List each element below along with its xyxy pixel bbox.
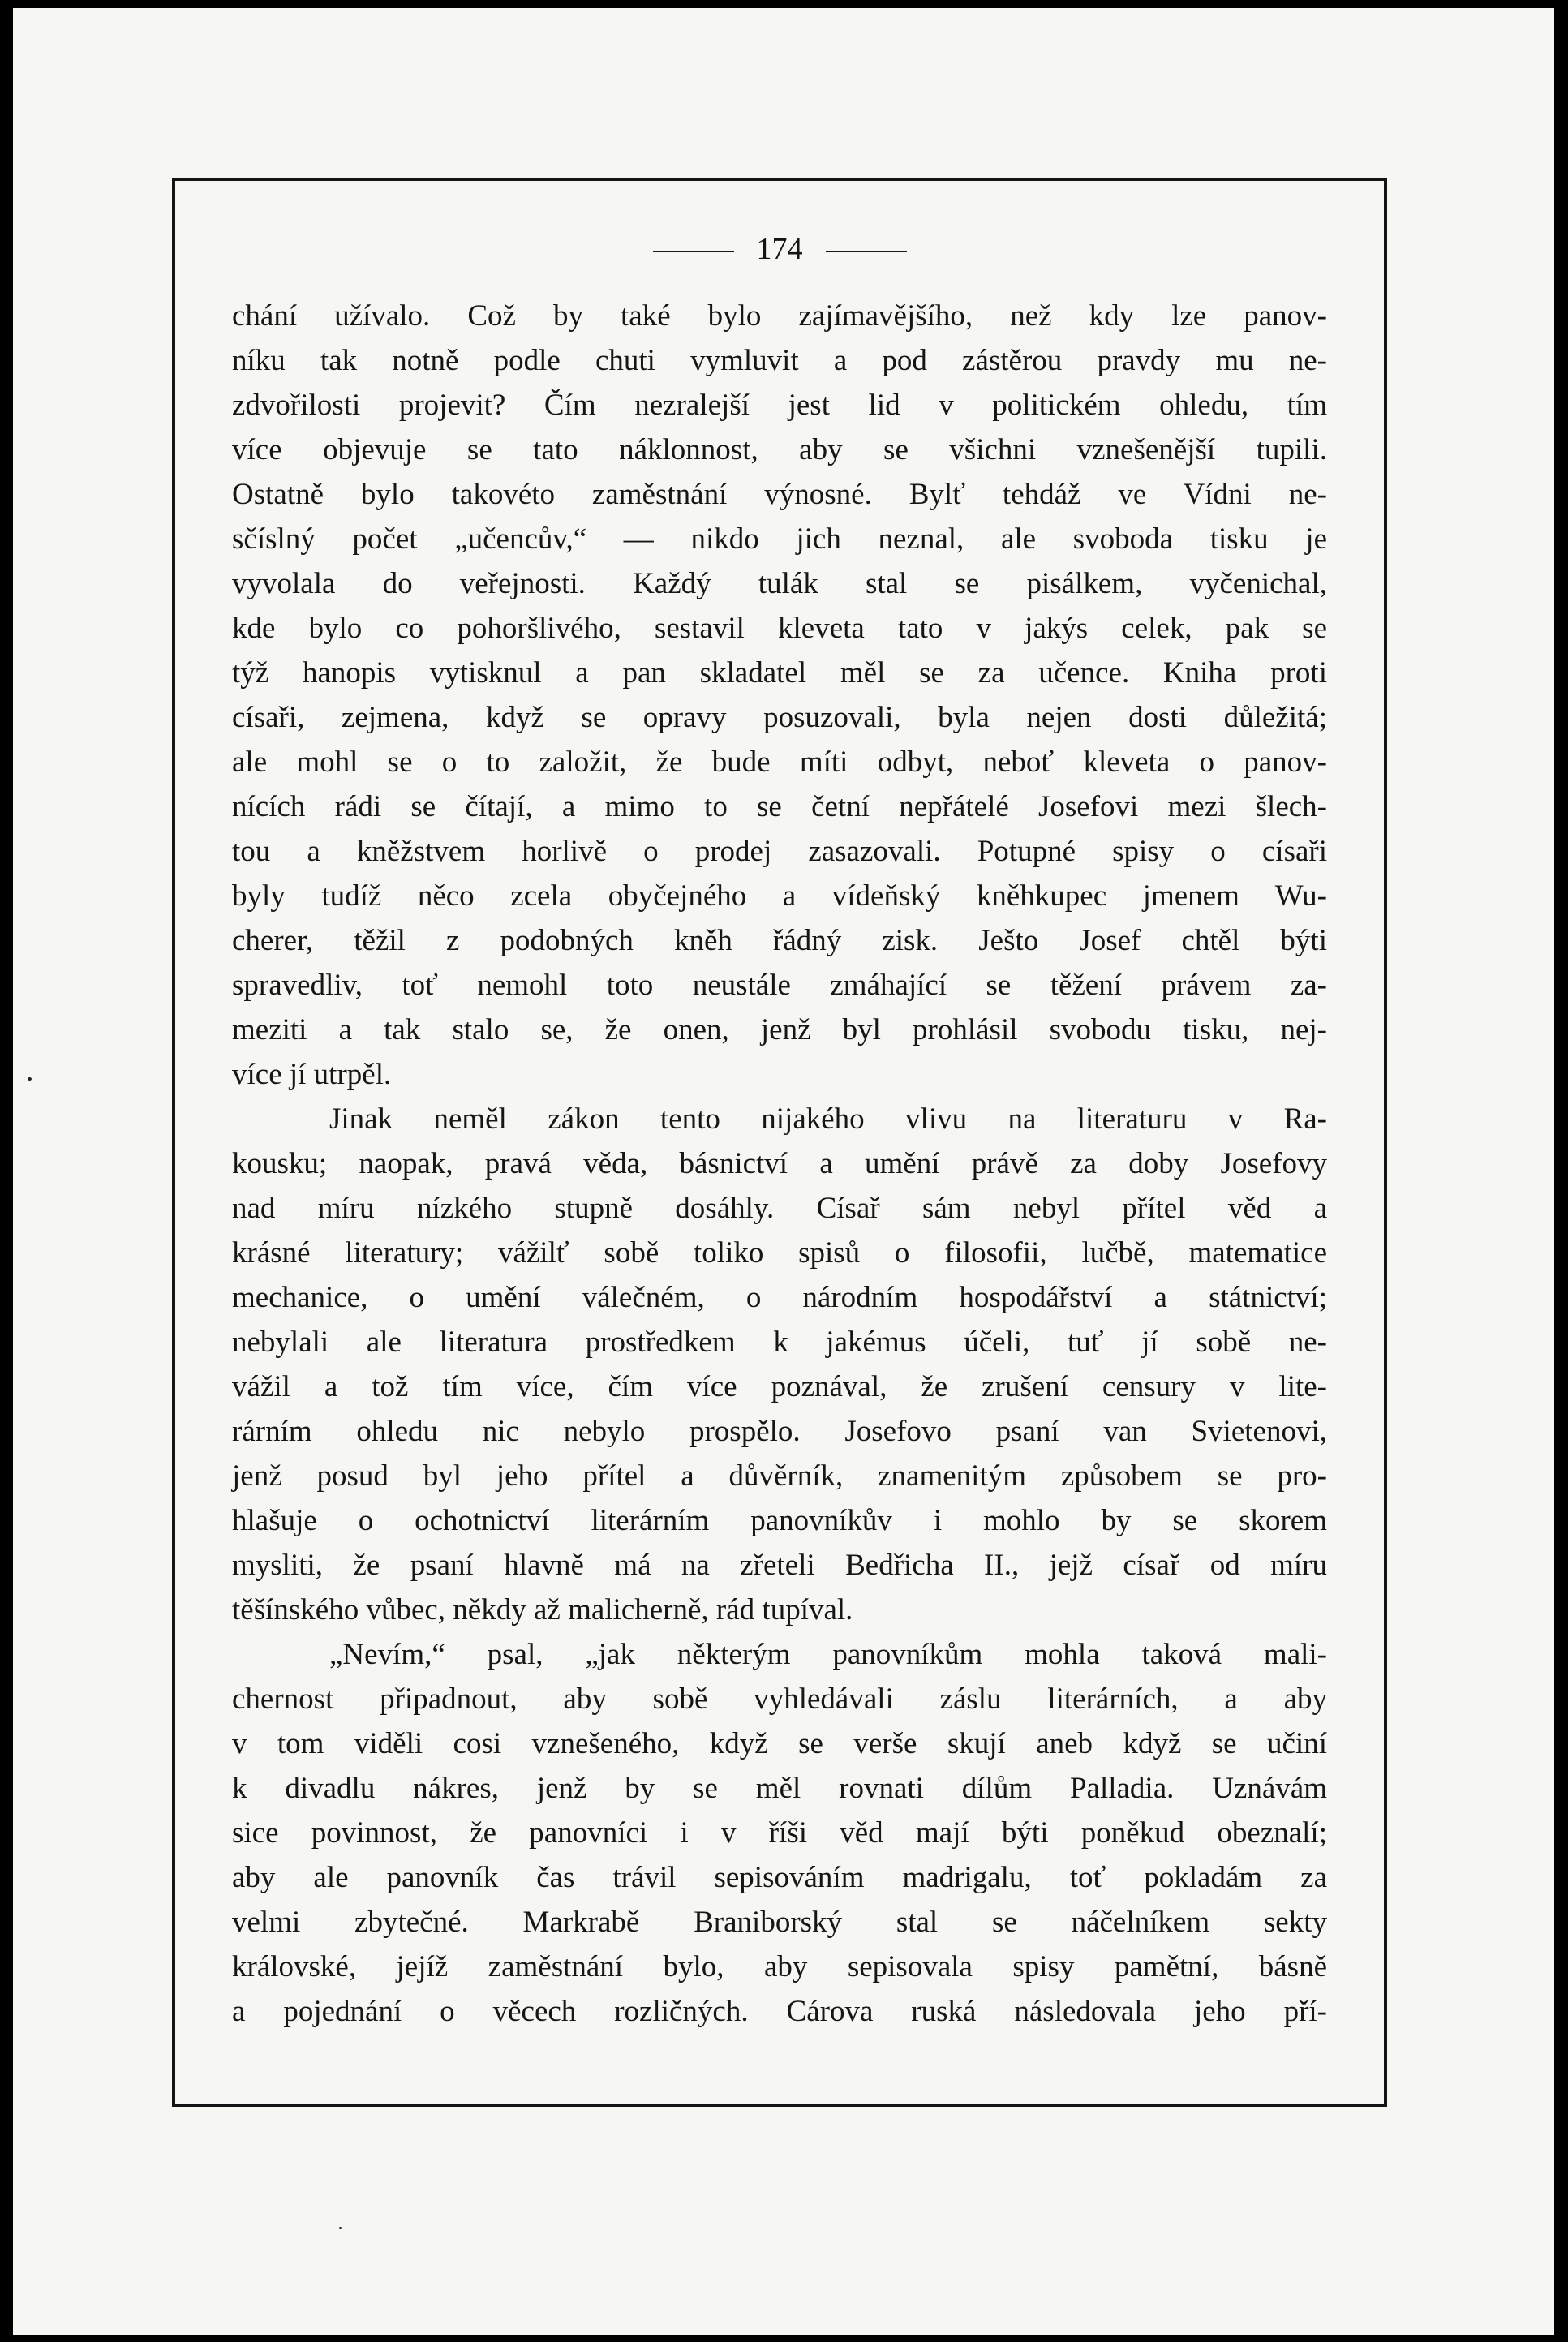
text-line: jenž posud byl jeho přítel a důvěrník, znamenitým způsobem se pro- [232, 1459, 1327, 1493]
text-line: nad míru nízkého stupně dosáhly. Císař sám nebyl přítel věd a [232, 1192, 1327, 1225]
text-line: mechanice, o umění válečném, o národním hospodářství a státnictví; [232, 1281, 1327, 1314]
text-line: chernost připadnout, aby sobě vyhledávali záslu literárních, a aby [232, 1682, 1327, 1716]
text-line: těšínského vůbec, někdy až malicherně, rád tupíval. [232, 1593, 853, 1627]
text-line: byly tudíž něco zcela obyčejného a vídeňský kněhkupec jmenem Wu- [232, 879, 1327, 913]
text-line: „Nevím,“ psal, „jak některým panovníkům mohla taková mali- [329, 1638, 1327, 1671]
text-line: a pojednání o věcech rozličných. Cárova ruská následovala jeho pří- [232, 1995, 1327, 2028]
page-frame [172, 178, 1387, 2107]
text-line: zdvořilosti projevit? Čím nezralejší jest lid v politickém ohledu, tím [232, 389, 1327, 422]
page-number: 174 [756, 232, 803, 266]
text-line: týž hanopis vytisknul a pan skladatel měl se za učence. Kniha proti [232, 656, 1327, 690]
text-line: meziti a tak stalo se, že onen, jenž byl prohlásil svobodu tisku, nej- [232, 1013, 1327, 1046]
text-line: k divadlu nákres, jenž by se měl rovnati dílům Palladia. Uznávám [232, 1772, 1327, 1805]
text-line: rárním ohledu nic nebylo prospělo. Josefovo psaní van Svietenovi, [232, 1415, 1327, 1448]
margin-speck [28, 1077, 32, 1081]
text-line: níku tak notně podle chuti vymluvit a pod zástěrou pravdy mu ne- [232, 344, 1327, 377]
header-rule-left [653, 251, 734, 252]
text-line: mysliti, že psaní hlavně má na zřeteli Bedřicha II., jejž císař od míru [232, 1549, 1327, 1582]
margin-speck [339, 2227, 342, 2229]
text-line: ale mohl se o to založit, že bude míti odbyt, neboť kleveta o panov- [232, 746, 1327, 779]
text-line: sice povinnost, že panovníci i v říši věd mají býti poněkud obeznalí; [232, 1816, 1327, 1850]
text-line: vážil a tož tím více, čím více poznával, že zrušení censury v lite- [232, 1370, 1327, 1403]
header-rule-right [826, 251, 907, 252]
text-line: více objevuje se tato náklonnost, aby se všichni vznešenější tupili. [232, 433, 1327, 466]
text-line: kousku; naopak, pravá věda, básnictví a umění právě za doby Josefovy [232, 1147, 1327, 1180]
text-line: Ostatně bylo takovéto zaměstnání výnosné. Bylť tehdáž ve Vídni ne- [232, 478, 1327, 511]
text-line: sčíslný počet „učencův,“ — nikdo jich neznal, ale svoboda tisku je [232, 522, 1327, 556]
text-line: v tom viděli cosi vznešeného, když se verše skují aneb když se učiní [232, 1727, 1327, 1760]
text-line: velmi zbytečné. Markrabě Braniborský stal se náčelníkem sekty [232, 1906, 1327, 1939]
text-line: císaři, zejmena, když se opravy posuzovali, byla nejen dosti důležitá; [232, 701, 1327, 734]
text-line: chání užívalo. Což by také bylo zajímavějšího, než kdy lze panov- [232, 299, 1327, 333]
body-text [232, 294, 1327, 2034]
text-line: hlašuje o ochotnictví literárním panovníkův i mohlo by se skorem [232, 1504, 1327, 1537]
text-line: spravedliv, toť nemohl toto neustále zmáhající se těžení právem za- [232, 969, 1327, 1002]
text-line: nících rádi se čítají, a mimo to se četní nepřátelé Josefovi mezi šlech- [232, 790, 1327, 823]
text-line: tou a kněžstvem horlivě o prodej zasazovali. Potupné spisy o císaři [232, 835, 1327, 868]
text-line: královské, jejíž zaměstnání bylo, aby sepisovala spisy pamětní, básně [232, 1950, 1327, 1983]
text-line: vyvolala do veřejnosti. Každý tulák stal se pisálkem, vyčenichal, [232, 567, 1327, 600]
text-line: cherer, těžil z podobných kněh řádný zisk. Ješto Josef chtěl býti [232, 924, 1327, 957]
page-header [175, 231, 1384, 267]
text-line: Jinak neměl zákon tento nijakého vlivu na literaturu v Ra- [329, 1102, 1327, 1136]
text-line: více jí utrpěl. [232, 1058, 392, 1091]
text-line: kde bylo co pohoršlivého, sestavil kleveta tato v jakýs celek, pak se [232, 612, 1327, 645]
page-sheet [13, 8, 1554, 2335]
text-line: nebylali ale literatura prostředkem k jakémus účeli, tuť jí sobě ne- [232, 1326, 1327, 1359]
text-line: aby ale panovník čas trávil sepisováním madrigalu, toť pokladám za [232, 1861, 1327, 1894]
text-line: krásné literatury; vážilť sobě toliko spisů o filosofii, lučbě, matematice [232, 1236, 1327, 1270]
